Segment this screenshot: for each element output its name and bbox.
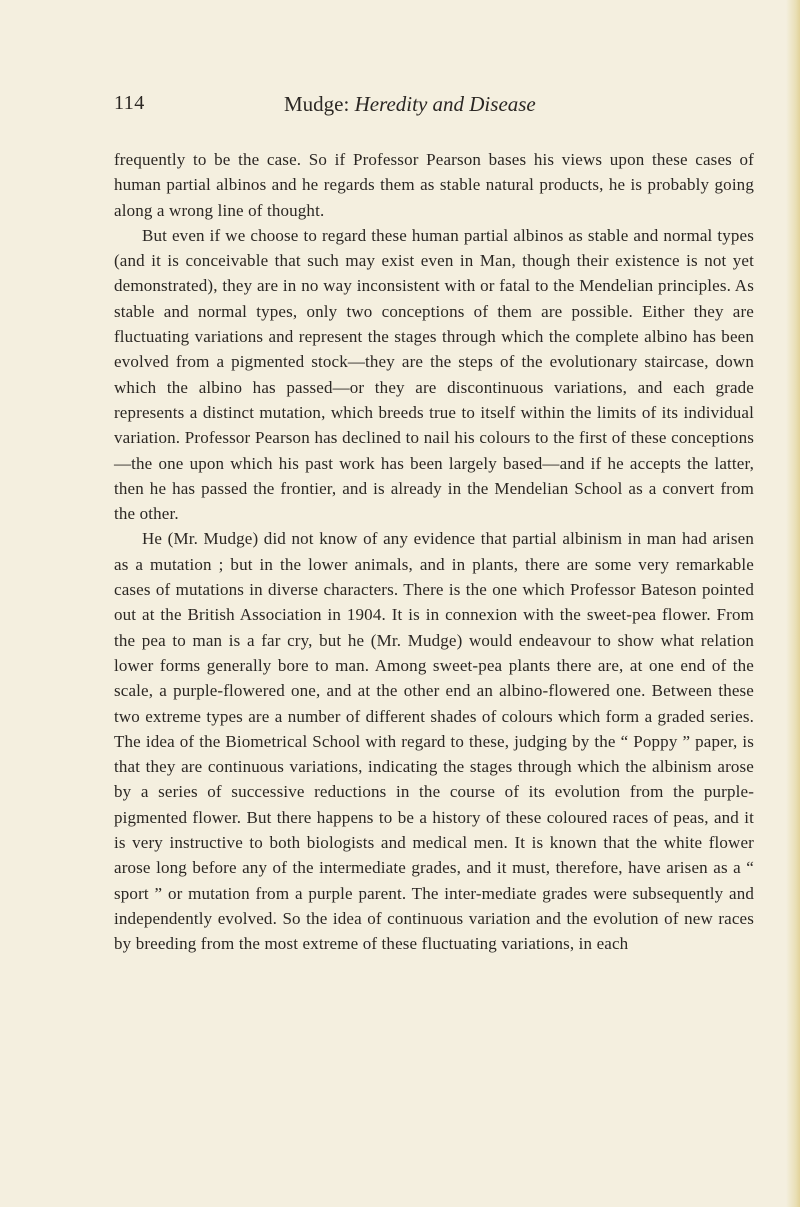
page-number: 114: [114, 92, 145, 114]
paragraph-sweet-pea: He (Mr. Mudge) did not know of any evidence that partial albinism in man had arisen as a mutation ; but in the lower animals, and in plants, there are some very remarkable cases of mutations in diverse characters. There is the one which Professor Bateson pointed out at the British Association in 1904. It is in connexion with the sweet-pea flower. From the pea to man is a far cry, but he (Mr. Mudge) would endeavour to show what relation lower forms generally bore to man. Among sweet-pea plants there are, at one end of the scale, a purple-flowered one, and at the other end an albino-flowered one. Between these two extreme types are a number of different shades of colours which form a graded series. The idea of the Biometrical School with regard to these, judging by the “ Poppy ” paper, is that they are continuous variations, indicating the stages through which the albinism arose by a series of successive reductions in the course of its evolution from the purple-pigmented flower. But there happens to be a history of these coloured races of peas, and it is very instructive to both biologists and medical men. It is known that the white flower arose long before any of the intermediate grades, and it must, therefore, have arisen as a “ sport ” or mutation from a purple parent. The inter-mediate grades were subsequently and independently evolved. So the idea of continuous variation and the evolution of new races by breeding from the most extreme of these fluctuating variations, in each: [114, 529, 754, 954]
running-head: [284, 92, 536, 117]
running-header: [114, 92, 754, 124]
body-text: [114, 147, 754, 957]
page-edge-shadow: [786, 0, 800, 1207]
paragraph-continuation: frequently to be the case. So if Professor Pearson bases his views upon these cases of human partial albinos and he regards them as stable natural products, he is probably going along a wrong line of thought.: [114, 150, 754, 220]
paragraph-partial-albinos: But even if we choose to regard these human partial albinos as stable and normal types (and it is conceivable that such may exist even in Man, though their existence is not yet demonstrated), they are in no way inconsistent with or fatal to the Mendelian principles. As stable and normal types, only two conceptions of them are possible. Either they are fluctuating variations and represent the stages through which the complete albino has been evolved from a pigmented stock—they are the steps of the evolutionary staircase, down which the albino has passed—or they are discontinuous variations, and each grade represents a distinct mutation, which breeds true to itself within the limits of its individual variation. Professor Pearson has declined to nail his colours to the first of these conceptions—the one upon which his past work has been largely based—and if he accepts the latter, then he has passed the frontier, and is already in the Mendelian School as a convert from the other.: [114, 225, 754, 524]
running-head-author: Mudge:: [284, 92, 350, 116]
running-head-title: Heredity and Disease: [354, 92, 536, 116]
